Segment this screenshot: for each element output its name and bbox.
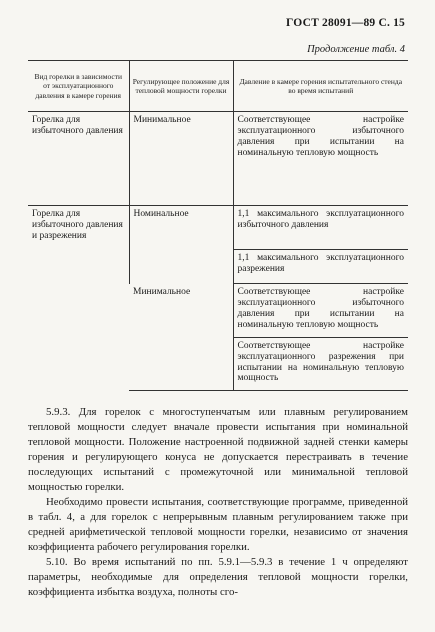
body-text bbox=[28, 405, 408, 600]
header-regulating-position: Регулирующее положение для тепловой мощности горелки bbox=[129, 61, 233, 112]
position-cell: Минимальное bbox=[129, 112, 233, 206]
table-row bbox=[28, 206, 408, 285]
header-chamber-pressure: Давление в камере горения испытательного стенда во время испытаний bbox=[233, 61, 408, 112]
header-burner-type: Вид горелки в зависимости от эксплуатационного давления в камере горения bbox=[28, 61, 129, 112]
burner-type-cell: Горелка для избыточного давления и разрежения bbox=[32, 209, 123, 241]
pressure-cell: 1,1 максимального эксплуатационного избыточного давления 1,1 максимального эксплуатационного разрежения bbox=[233, 206, 408, 285]
table-header-row bbox=[28, 61, 408, 112]
position-cell: Номинальное bbox=[129, 206, 233, 285]
paragraph: 5.9.3. Для горелок с многоступенчатым или плавным регулированием тепловой мощности следует вначале провести испытания при номинальной тепловой мощности. Положение настроенной подвижной задней стенки камеры горения и регулирующего конуса не допускается перестраивать в течение последующих испытаний с промежуточной или минимальной тепловой мощностью горелки. bbox=[28, 406, 408, 493]
paragraph: Необходимо провести испытания, соответствующие программе, приведенной в табл. 4, а для горелок с непрерывным плавным регулированием также при средней арифметической тепловой мощности горелки, независимо от значения коэффициента рабочего регулирования горелки. bbox=[28, 496, 408, 553]
pressure-cell: Соответствующее настройке эксплуатационного избыточного давления при испытании на номинальную тепловую мощность Соответствующее настройке эксплуатационного разрежения при испытании на номинальную тепловую мощность bbox=[233, 284, 408, 391]
paragraph: 5.10. Во время испытаний по пп. 5.9.1—5.9.3 в течение 1 ч определяют параметры, необходимые для определения тепловой мощности горелки, коэффициента избытка воздуха, полноты сго- bbox=[28, 556, 408, 598]
table-continuation-label: Продолжение табл. 4 bbox=[307, 44, 405, 55]
table-row bbox=[28, 112, 408, 206]
burner-type-cell: Горелка для избыточного давления bbox=[28, 112, 129, 206]
pressure-cell: Соответствующее настройке эксплуатационного избыточного давления при испытании на номинальную тепловую мощность bbox=[233, 112, 408, 206]
burner-test-table bbox=[28, 60, 408, 391]
page-header: ГОСТ 28091—89 С. 15 bbox=[286, 17, 405, 29]
position-cell: Минимальное bbox=[129, 284, 233, 391]
